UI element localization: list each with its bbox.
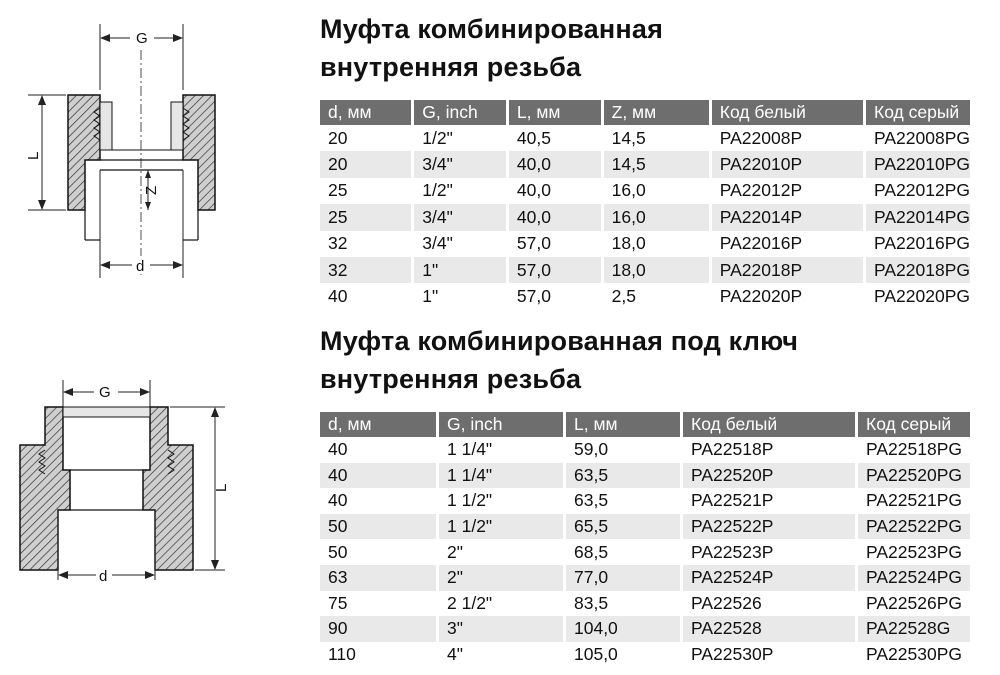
table-cell: PA22010P [710, 151, 864, 177]
table-cell: 1/2" [413, 125, 508, 151]
table-cell: PA22518P [682, 437, 857, 463]
table-cell: 25 [320, 204, 413, 230]
table-row [320, 257, 970, 283]
table-cell: 3/4" [413, 204, 508, 230]
table-cell: PA22530PG [866, 644, 962, 665]
table-cell: 25 [320, 178, 413, 204]
table-cell: 75 [320, 591, 438, 617]
table-cell: PA22012P [710, 178, 864, 204]
g-dimension-label: G [136, 30, 148, 47]
table-cell: 32 [320, 257, 413, 283]
table-row [320, 591, 970, 617]
column-header: d, мм [320, 412, 438, 437]
table-cell: 68,5 [565, 539, 682, 565]
column-header: Код белый [682, 412, 857, 437]
table-cell: 83,5 [565, 591, 682, 617]
table-row [320, 488, 970, 514]
table-cell: 16,0 [602, 204, 710, 230]
table-cell: 40 [320, 283, 413, 309]
l-dimension-label: L [25, 151, 42, 160]
l2-dimension-label: L [213, 483, 230, 492]
table-cell: PA22526 [682, 591, 857, 617]
table-cell: 2" [438, 565, 565, 591]
table-cell: PA22518PG [866, 439, 962, 460]
table-row [320, 514, 970, 540]
table-cell: 18,0 [602, 231, 710, 257]
table-cell: 3/4" [413, 231, 508, 257]
table-cell: 105,0 [565, 642, 682, 668]
table-row [320, 437, 970, 463]
table-cell: 1/2" [413, 178, 508, 204]
table-cell: PA22016P [710, 231, 864, 257]
table-cell: PA22020P [710, 283, 864, 309]
table-cell: 77,0 [565, 565, 682, 591]
table-cell: 59,0 [565, 437, 682, 463]
table-cell: 1 1/4" [438, 463, 565, 489]
table-cell: PA22528G [857, 616, 971, 642]
column-header: G, inch [413, 100, 508, 125]
table-cell: 14,5 [602, 125, 710, 151]
table-cell: 50 [320, 514, 438, 540]
table-row [320, 642, 970, 668]
table-cell: 18,0 [602, 257, 710, 283]
table-cell: 50 [320, 539, 438, 565]
table-row [320, 616, 970, 642]
table-cell: PA22522PG [857, 514, 971, 540]
table-cell: PA22020PG [874, 286, 970, 307]
section2-title-line2: внутренняя резьба [320, 364, 582, 394]
table-cell: PA22521PG [866, 490, 962, 511]
coupling-drawing [0, 10, 300, 280]
g2-dimension-label: G [99, 384, 111, 401]
table-cell: PA22008P [710, 125, 864, 151]
z-dimension-label: Z [143, 185, 160, 195]
table-cell: 1 1/4" [438, 437, 565, 463]
table-cell: 20 [320, 151, 413, 177]
table-cell: PA22526PG [866, 592, 962, 613]
table-row [320, 539, 970, 565]
section1-title-line2: внутренняя резьба [320, 52, 582, 82]
column-header: Z, мм [602, 100, 710, 125]
table-cell: 40 [320, 463, 438, 489]
table-cell: PA22010PG [865, 151, 971, 177]
table-cell: PA22014P [710, 204, 864, 230]
section2-title-line1: Муфта комбинированная под ключ [320, 326, 799, 356]
wrench-coupling-drawing [0, 370, 300, 590]
section1-title [320, 10, 663, 86]
table-row [320, 283, 970, 309]
table-cell: 1" [413, 283, 508, 309]
table-cell: 40,5 [507, 125, 602, 151]
table-cell: 2" [438, 539, 565, 565]
table-cell: 57,0 [507, 231, 602, 257]
table-cell: PA22018PG [865, 257, 971, 283]
table-cell: PA22016PG [874, 233, 970, 254]
section1-title-line1: Муфта комбинированная [320, 14, 664, 44]
table-cell: 1" [413, 257, 508, 283]
table-cell: PA22521P [682, 488, 857, 514]
table-row [320, 463, 970, 489]
table-cell: PA22520P [682, 463, 857, 489]
table-cell: PA22522P [682, 514, 857, 540]
table-header-row [320, 412, 970, 437]
table-cell: 57,0 [507, 283, 602, 309]
table-cell: 65,5 [565, 514, 682, 540]
table-row [320, 178, 970, 204]
d2-dimension-label: d [99, 568, 108, 585]
table-cell: 40 [320, 488, 438, 514]
table-cell: 20 [320, 125, 413, 151]
table-cell: 40,0 [507, 151, 602, 177]
table-cell: 63,5 [565, 463, 682, 489]
table-cell: 1 1/2" [438, 514, 565, 540]
table-cell: PA22012PG [874, 180, 970, 201]
table-cell: 14,5 [602, 151, 710, 177]
table-cell: 2,5 [602, 283, 710, 309]
column-header: d, мм [320, 100, 413, 125]
table-cell: PA22008PG [874, 127, 970, 148]
table-cell: PA22018P [710, 257, 864, 283]
column-header: L, мм [565, 412, 682, 437]
column-header: Код белый [710, 100, 864, 125]
table-cell: PA22524P [682, 565, 857, 591]
table-cell: 40,0 [507, 204, 602, 230]
table-cell: PA22520PG [857, 463, 971, 489]
table-cell: 63,5 [565, 488, 682, 514]
table-cell: 110 [320, 642, 438, 668]
table-cell: 63 [320, 565, 438, 591]
table-row [320, 204, 970, 230]
table-cell: PA22523P [682, 539, 857, 565]
table-cell: 32 [320, 231, 413, 257]
d-dimension-label: d [136, 258, 145, 275]
column-header: Код серый [865, 100, 971, 125]
table-cell: PA22014PG [865, 204, 971, 230]
table-cell: PA22524PG [857, 565, 971, 591]
table-cell: 57,0 [507, 257, 602, 283]
table-row [320, 125, 970, 151]
table-header-row [320, 100, 970, 125]
table-row [320, 151, 970, 177]
section2-table [320, 412, 970, 667]
table-cell: 3/4" [413, 151, 508, 177]
table-cell: 40,0 [507, 178, 602, 204]
column-header: Код серый [857, 412, 971, 437]
table-cell: PA22528 [682, 616, 857, 642]
table-cell: 2 1/2" [438, 591, 565, 617]
table-row [320, 231, 970, 257]
table-row [320, 565, 970, 591]
table-cell: 104,0 [565, 616, 682, 642]
section2-title [320, 322, 798, 398]
column-header: G, inch [438, 412, 565, 437]
table-cell: 90 [320, 616, 438, 642]
table-cell: 1 1/2" [438, 488, 565, 514]
column-header: L, мм [507, 100, 602, 125]
table-cell: 16,0 [602, 178, 710, 204]
table-cell: 3" [438, 616, 565, 642]
section1-table [320, 100, 970, 310]
table-cell: PA22530P [682, 642, 857, 668]
table-cell: 4" [438, 642, 565, 668]
table-cell: 40 [320, 437, 438, 463]
table-cell: PA22523PG [866, 541, 962, 562]
